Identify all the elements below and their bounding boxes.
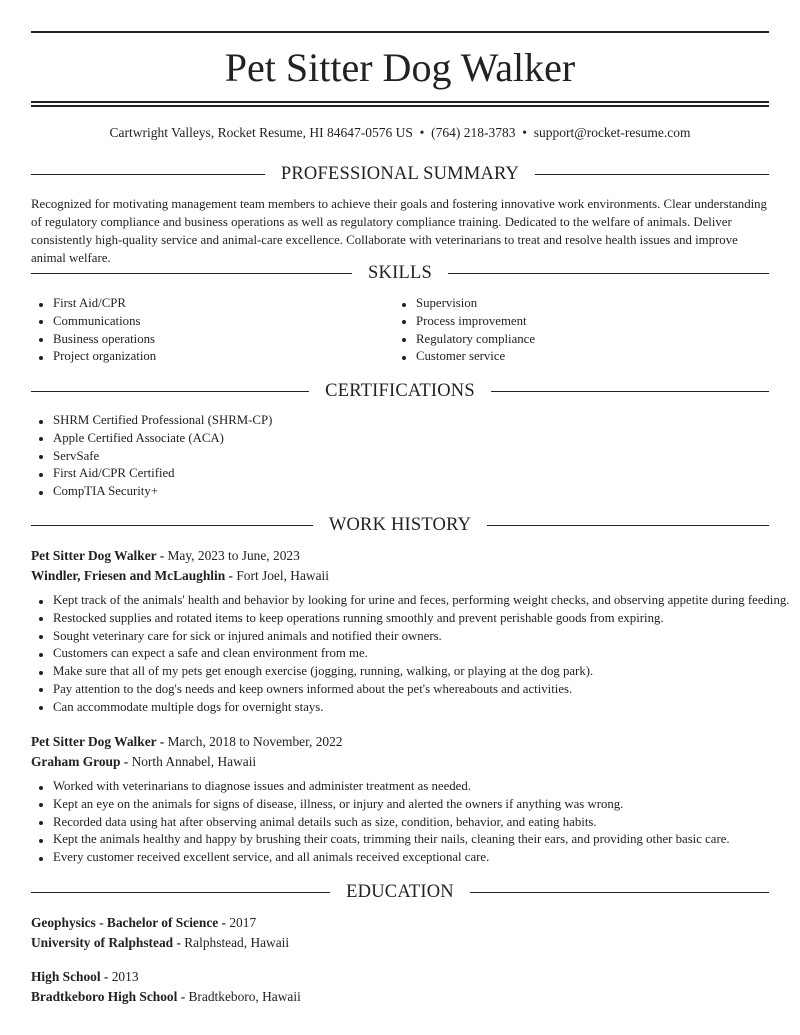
location: Fort Joel, Hawaii: [236, 567, 329, 583]
section-heading-education: [31, 881, 769, 903]
cert-item: CompTIA Security+: [31, 483, 769, 501]
header-rule-2: [31, 105, 769, 107]
job-bullet: Can accommodate multiple dogs for overnight stays.: [31, 699, 769, 717]
school: University of Ralphstead: [31, 934, 174, 950]
skills-right: [394, 295, 757, 366]
job-title-line: Pet Sitter Dog Walker - March, 2018 to November, 2022: [31, 734, 343, 749]
heading-text: PROFESSIONAL SUMMARY: [280, 163, 520, 184]
job-bullet: Restocked supplies and rotated items to keep operations running smoothly and prevent perishable goods from expiring.: [31, 610, 769, 628]
job-dates: March, 2018 to November, 2022: [167, 734, 343, 749]
skill-item: Communications: [31, 313, 394, 331]
email: support@rocket-resume.com: [533, 125, 691, 140]
skill-item: Regulatory compliance: [394, 331, 757, 349]
section-heading-summary: [31, 163, 769, 185]
job-bullet: Customers can expect a safe and clean environment from me.: [31, 645, 769, 663]
job-title: Pet Sitter Dog Walker: [31, 548, 157, 563]
skill-item: Customer service: [394, 348, 757, 366]
phone: (764) 218-3783: [431, 125, 516, 140]
job-bullet: Make sure that all of my pets get enough exercise (jogging, running, walking, or playing at the dog park).: [31, 663, 769, 681]
job-bullet: Kept the animals healthy and happy by brushing their coats, trimming their nails, cleaning their ears, and providing other basic care.: [31, 831, 769, 849]
cert-item: First Aid/CPR Certified: [31, 465, 769, 483]
job-bullets: [31, 592, 790, 717]
school-line: University of Ralphstead - Ralphstead, Hawaii: [31, 934, 290, 950]
section-heading-skills: [31, 262, 769, 284]
header-rule-1: [31, 101, 769, 103]
job-bullet: Kept track of the animals' health and behavior by looking for urine and feces, performing weight checks, and observing appetite during feeding.: [31, 592, 769, 610]
job-entry: [31, 732, 769, 867]
company: Graham Group: [31, 753, 121, 769]
resume-name: Pet Sitter Dog Walker: [224, 45, 576, 90]
section-heading-certifications: [31, 380, 769, 402]
job-bullet: Kept an eye on the animals for signs of disease, illness, or injury and alerted the owners if anything was wrong.: [31, 796, 769, 814]
heading-text: CERTIFICATIONS: [325, 380, 475, 401]
skills-list: [31, 295, 769, 366]
summary-text: Recognized for motivating management team members to achieve their goals and fostering innovative work environments. Clear understanding of regulatory compliance and business operations as well as regulatory compliance training. Dedicated to the welfare of animals. Deliver consistently high-quality service and animal-care excellence. Collaborate with veterinarians to treat and resolve health issues and improve animal welfare.: [31, 197, 767, 265]
heading-text: EDUCATION: [346, 881, 454, 902]
job-bullet: Recorded data using hat after observing animal details such as size, condition, behavior, and eating habits.: [31, 814, 769, 832]
heading-text: SKILLS: [368, 262, 432, 283]
contact-line: [31, 124, 769, 142]
job-bullet: Pay attention to the dog's needs and keep owners informed about the pet's whereabouts and activities.: [31, 681, 769, 699]
skill-item: Business operations: [31, 331, 394, 349]
cert-item: Apple Certified Associate (ACA): [31, 430, 769, 448]
school-line: Bradtkeboro High School - Bradtkeboro, Hawaii: [31, 988, 301, 1004]
degree-line: High School - 2013: [31, 969, 139, 984]
heading-text: WORK HISTORY: [328, 514, 472, 535]
job-bullets: [31, 778, 769, 867]
separator: •: [522, 125, 528, 140]
separator: •: [419, 125, 425, 140]
degree: High School: [31, 969, 101, 984]
certifications-list: [31, 412, 769, 501]
cert-item: SHRM Certified Professional (SHRM-CP): [31, 412, 769, 430]
year: 2013: [111, 969, 139, 984]
degree-line: Geophysics - Bachelor of Science - 2017: [31, 915, 257, 930]
job-title: Pet Sitter Dog Walker: [31, 734, 157, 749]
job-company-line: Graham Group - North Annabel, Hawaii: [31, 753, 257, 769]
year: 2017: [229, 915, 257, 930]
section-heading-work: [31, 514, 769, 536]
location: Bradtkeboro, Hawaii: [188, 988, 301, 1004]
cert-item: ServSafe: [31, 448, 769, 466]
address: Cartwright Valleys, Rocket Resume, HI 84647-0576 US: [109, 125, 413, 140]
job-company-line: Windler, Friesen and McLaughlin - Fort Joel, Hawaii: [31, 567, 329, 583]
skills-left: [31, 295, 394, 366]
skill-item: Process improvement: [394, 313, 757, 331]
skill-item: First Aid/CPR: [31, 295, 394, 313]
company: Windler, Friesen and McLaughlin: [31, 567, 226, 583]
location: Ralphstead, Hawaii: [184, 934, 290, 950]
education-entry: [31, 967, 769, 1006]
job-bullet: Sought veterinary care for sick or injured animals and notified their owners.: [31, 628, 769, 646]
degree: Geophysics - Bachelor of Science: [31, 915, 219, 930]
job-title-line: Pet Sitter Dog Walker - May, 2023 to June, 2023: [31, 548, 300, 563]
job-dates: May, 2023 to June, 2023: [167, 548, 300, 563]
education-entry: [31, 913, 769, 952]
job-bullet: Every customer received excellent service, and all animals received exceptional care.: [31, 849, 769, 867]
skill-item: Supervision: [394, 295, 757, 313]
job-bullet: Worked with veterinarians to diagnose issues and administer treatment as needed.: [31, 778, 769, 796]
job-entry: [31, 546, 790, 717]
school: Bradtkeboro High School: [31, 988, 178, 1004]
location: North Annabel, Hawaii: [131, 753, 257, 769]
top-rule: [31, 31, 769, 33]
skill-item: Project organization: [31, 348, 394, 366]
